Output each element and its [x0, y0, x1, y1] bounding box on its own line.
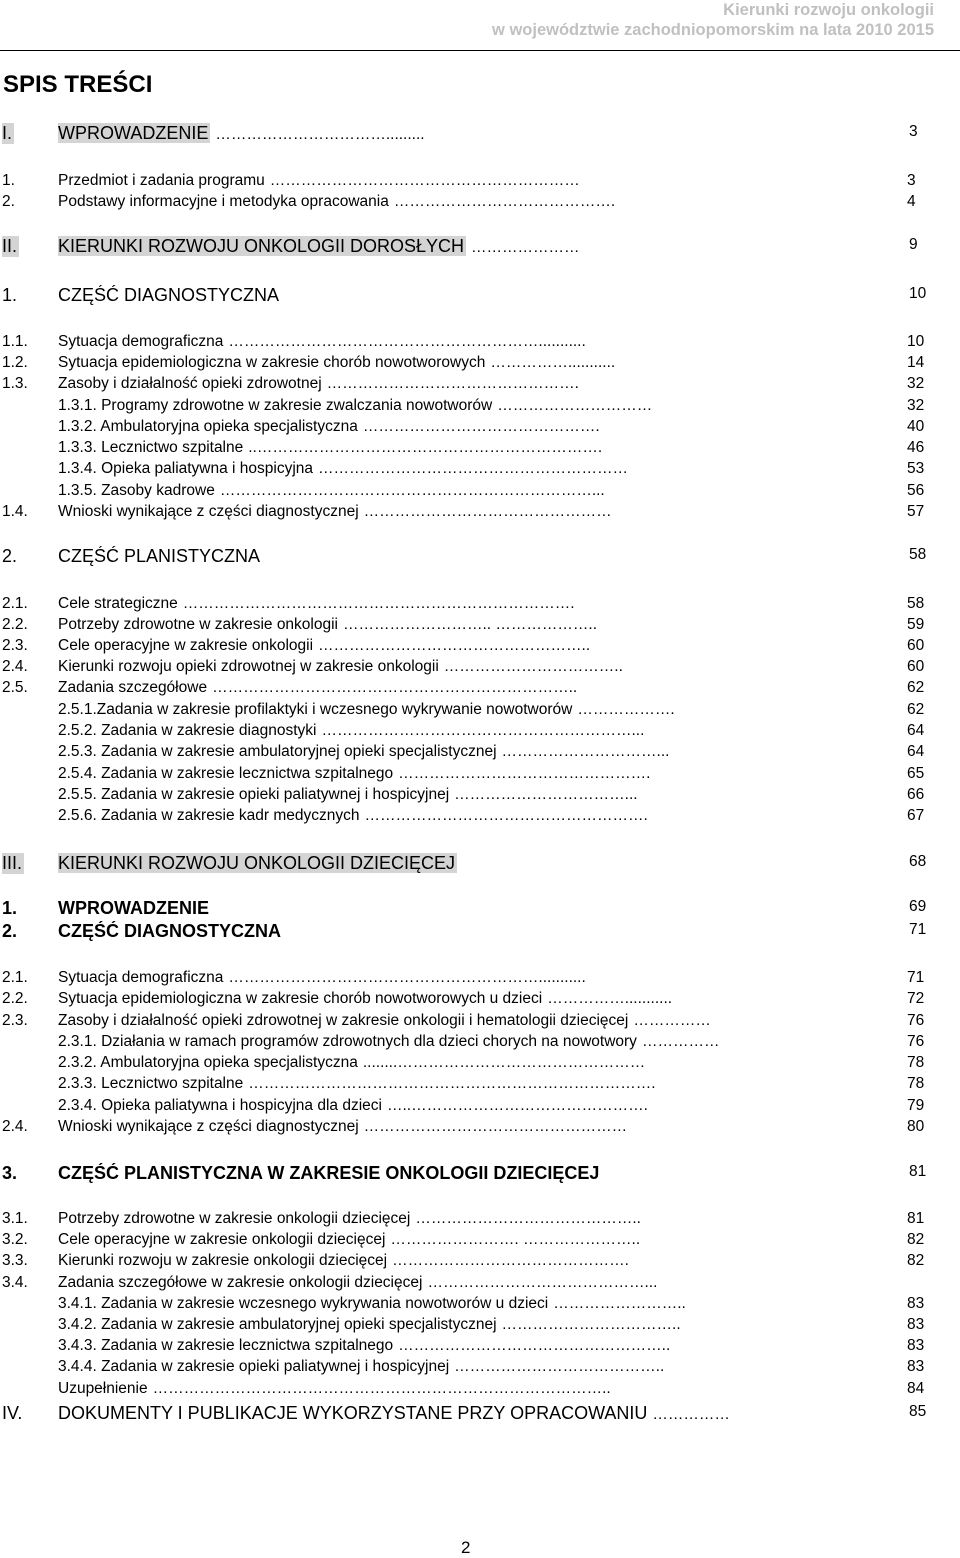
toc-entry-page: 57	[907, 503, 925, 520]
toc-entry-title: 3.4.2. Zadania w zakresie ambulatoryjnej opieki specjalistycznej	[58, 1316, 497, 1333]
toc-entry-leader: ……………………………………………………………..	[212, 679, 578, 696]
toc-entry-leader: …………………	[471, 239, 580, 256]
toc-entry-page: 66	[907, 786, 925, 803]
toc-entry-page: 10	[909, 285, 927, 302]
toc-entry-title: Wnioski wynikające z części diagnostycznej	[58, 1118, 359, 1135]
toc-entry-page: 81	[909, 1163, 927, 1180]
toc-entry-leader: ……………………………………..	[415, 1210, 641, 1227]
toc-entry-leader: ………………………………………….	[398, 765, 651, 782]
toc-entry-number: 1.	[2, 172, 15, 189]
toc-entry[interactable]	[0, 1012, 960, 1032]
toc-entry-leader: …………………………………….	[393, 193, 616, 210]
toc-entry-number: 3.2.	[2, 1231, 28, 1248]
toc-entry[interactable]	[0, 460, 960, 480]
toc-entry-page: 64	[907, 743, 925, 760]
toc-entry-page: 3	[909, 123, 918, 140]
toc-entry-page: 78	[907, 1075, 925, 1092]
toc-entry-number: 3.3.	[2, 1252, 28, 1269]
toc-entry-title: CZĘŚĆ DIAGNOSTYCZNA	[58, 921, 282, 941]
toc-entry-leader: ……………………………………………..	[398, 1337, 671, 1354]
toc-entry-title: Zasoby i działalność opieki zdrowotnej	[58, 375, 322, 392]
toc-entry[interactable]	[0, 595, 960, 615]
toc-entry[interactable]	[0, 969, 960, 989]
toc-entry-title: Uzupełnienie	[58, 1380, 148, 1397]
toc-entry[interactable]	[0, 1380, 960, 1400]
toc-entry[interactable]	[0, 1075, 960, 1095]
toc-entry-page: 59	[907, 616, 925, 633]
toc-entry-page: 67	[907, 807, 925, 824]
toc-entry-number: 1.3.	[2, 375, 28, 392]
toc-entry[interactable]	[0, 1231, 960, 1251]
toc-entry-page: 80	[907, 1118, 925, 1135]
toc-entry-leader: …………………………………………	[363, 503, 612, 520]
toc-entry-leader: ……………….	[577, 701, 675, 718]
toc-entry[interactable]	[0, 236, 960, 260]
toc-entry-number: 3.1.	[2, 1210, 28, 1227]
toc-entry[interactable]	[0, 439, 960, 459]
toc-entry[interactable]	[0, 658, 960, 678]
toc-entry-page: 32	[907, 375, 925, 392]
toc-entry-page: 83	[907, 1337, 925, 1354]
toc-entry-page: 72	[907, 990, 925, 1007]
toc-entry-leader: ……………………………………………	[363, 1118, 628, 1135]
toc-entry[interactable]	[0, 853, 960, 877]
toc-entry-number: 1.	[2, 285, 18, 305]
toc-entry-title: Podstawy informacyjne i metodyka opracowania	[58, 193, 389, 210]
header-rule	[0, 50, 960, 51]
toc-entry-number: 1.4.	[2, 503, 28, 520]
toc-entry-leader: ……………………………………………………	[318, 460, 629, 477]
toc-entry-leader: ……………………………………………………...........	[228, 969, 586, 986]
toc-entry-leader: …………………………………………………………………….	[248, 1075, 656, 1092]
toc-entry[interactable]	[0, 172, 960, 192]
toc-entry-title: 3.4.4. Zadania w zakresie opieki paliatywnej i hospicyjnej	[58, 1358, 450, 1375]
toc-entry-title: 2.3.2. Ambulatoryjna opieka specjalistyczna	[58, 1054, 358, 1071]
toc-entry-leader: …………………………	[497, 397, 653, 414]
toc-entry-leader: ……………………………………………….	[364, 807, 648, 824]
toc-entry[interactable]	[0, 1163, 960, 1187]
toc-entry-title: 1.3.1. Programy zdrowotne w zakresie zwalczania nowotworów	[58, 397, 493, 414]
toc-entry-page: 71	[909, 921, 927, 938]
running-header	[492, 0, 934, 40]
toc-entry-number: 1.	[2, 898, 18, 918]
toc-entry[interactable]	[0, 990, 960, 1010]
toc-entry[interactable]	[0, 898, 960, 922]
toc-entry-number: 2.3.	[2, 1012, 28, 1029]
toc-entry-number: III.	[2, 853, 23, 873]
toc-entry-leader: ……………...........	[547, 990, 673, 1007]
toc-entry-page: 10	[907, 333, 925, 350]
toc-entry-leader: …………………………………..	[454, 1358, 665, 1375]
toc-entry[interactable]	[0, 1118, 960, 1138]
toc-entry-leader: …..……………………………………….	[386, 1097, 648, 1114]
toc-entry[interactable]	[0, 1316, 960, 1336]
toc-entry-page: 58	[907, 595, 925, 612]
toc-entry[interactable]	[0, 679, 960, 699]
toc-entry[interactable]	[0, 1097, 960, 1117]
toc-entry-page: 62	[907, 679, 925, 696]
toc-entry-title: Kierunki rozwoju w zakresie onkologii dziecięcej	[58, 1252, 388, 1269]
toc-entry-leader: ……………………..	[553, 1295, 686, 1312]
toc-entry-title: Sytuacja demograficzna	[58, 333, 224, 350]
toc-entry-page: 46	[907, 439, 925, 456]
toc-entry-number: II.	[2, 236, 18, 256]
toc-entry-title: 2.5.3. Zadania w zakresie ambulatoryjnej opieki specjalistycznej	[58, 743, 497, 760]
toc-entry-page: 60	[907, 637, 925, 654]
toc-entry-title: Kierunki rozwoju opieki zdrowotnej w zakresie onkologii	[58, 658, 439, 675]
toc-entry[interactable]	[0, 616, 960, 636]
toc-entry-title: DOKUMENTY I PUBLIKACJE WYKORZYSTANE PRZY OPRACOWANIU	[58, 1403, 648, 1423]
toc-entry-title: Sytuacja demograficzna	[58, 969, 224, 986]
toc-entry[interactable]	[0, 786, 960, 806]
toc-entry-leader: ……………...........	[490, 354, 616, 371]
toc-entry-title: 3.4.1. Zadania w zakresie wczesnego wykrywania nowotworów u dzieci	[58, 1295, 549, 1312]
toc-entry[interactable]	[0, 285, 960, 309]
toc-entry-number: 3.	[2, 1163, 18, 1183]
toc-entry-number: IV.	[2, 1403, 23, 1423]
toc-entry-title: Cele strategiczne	[58, 595, 178, 612]
toc-entry-title: 2.3.4. Opieka paliatywna i hospicyjna dla dzieci	[58, 1097, 382, 1114]
toc-entry[interactable]	[0, 333, 960, 353]
toc-entry-page: 76	[907, 1033, 925, 1050]
toc-entry-leader: ……………	[652, 1406, 730, 1423]
toc-entry-page: 76	[907, 1012, 925, 1029]
toc-entry-page: 85	[909, 1403, 927, 1420]
toc-entry-title: CZĘŚĆ DIAGNOSTYCZNA	[58, 285, 280, 305]
toc-entry-title: Potrzeby zdrowotne w zakresie onkologii dziecięcej	[58, 1210, 411, 1227]
toc-entry-title: 2.5.4. Zadania w zakresie lecznictwa szpitalnego	[58, 765, 394, 782]
page-title: SPIS TREŚCI	[3, 71, 153, 98]
toc-entry[interactable]	[0, 1358, 960, 1378]
toc-entry-page: 64	[907, 722, 925, 739]
toc-entry-page: 60	[907, 658, 925, 675]
toc-entry-number: I.	[2, 123, 13, 143]
toc-entry-number: 2.2.	[2, 990, 28, 1007]
toc-entry-leader: …………………………….........	[215, 126, 425, 143]
toc-entry-title: CZĘŚĆ PLANISTYCZNA	[58, 546, 261, 566]
toc-entry-title: WPROWADZENIE	[58, 898, 209, 918]
toc-entry-page: 9	[909, 236, 918, 253]
toc-entry-page: 53	[907, 460, 925, 477]
toc-entry-leader: …………………………...	[501, 743, 670, 760]
toc-entry-leader: ……………………………………………..	[318, 637, 591, 654]
toc-entry-page: 81	[907, 1210, 925, 1227]
toc-entry-title: KIERUNKI ROZWOJU ONKOLOGII DOROSŁYCH	[58, 236, 465, 256]
toc-entry-page: 68	[909, 853, 927, 870]
toc-entry-title: Przedmiot i zadania programu	[58, 172, 265, 189]
toc-entry-leader: ........…………………………………………	[362, 1054, 646, 1071]
toc-entry-page: 78	[907, 1054, 925, 1071]
toc-entry-page: 58	[909, 546, 927, 563]
toc-entry-number: 3.4.	[2, 1274, 28, 1291]
toc-entry-leader: ……………………………...	[454, 786, 638, 803]
toc-entry-title: KIERUNKI ROZWOJU ONKOLOGII DZIECIĘCEJ	[58, 853, 456, 873]
toc-entry-page: 69	[909, 898, 927, 915]
toc-entry-leader: ……………………………..	[443, 658, 623, 675]
toc-entry-page: 71	[907, 969, 925, 986]
running-header-line2: w województwie zachodniopomorskim na lata 2010 2015	[492, 21, 934, 39]
toc-entry-page: 3	[907, 172, 916, 189]
toc-entry-title: 2.5.2. Zadania w zakresie diagnostyki	[58, 722, 317, 739]
toc-entry-number: 2.2.	[2, 616, 28, 633]
toc-entry-page: 32	[907, 397, 925, 414]
toc-entry-leader: ……………………. …………………..	[390, 1231, 641, 1248]
toc-entry-page: 56	[907, 482, 925, 499]
toc-entry-title: 2.5.6. Zadania w zakresie kadr medycznych	[58, 807, 360, 824]
toc-entry[interactable]	[0, 765, 960, 785]
toc-entry-page: 14	[907, 354, 925, 371]
toc-entry[interactable]	[0, 807, 960, 827]
toc-entry-leader: ……………………………………….	[392, 1252, 629, 1269]
toc-entry-leader: ………………………………………………………………….	[182, 595, 575, 612]
toc-entry-title: 2.5.1.Zadania w zakresie profilaktyki i wczesnego wykrywanie nowotworów	[58, 701, 573, 718]
toc-entry-leader: ………………………………………………………………...	[219, 482, 605, 499]
toc-entry[interactable]	[0, 1210, 960, 1230]
toc-entry[interactable]	[0, 123, 960, 147]
toc-entry-leader: ……………………….. ………………..	[343, 616, 598, 633]
toc-entry-title: Zadania szczegółowe	[58, 679, 208, 696]
toc-entry-leader: ……………………………………………………...	[321, 722, 645, 739]
toc-entry-page: 4	[907, 193, 916, 210]
toc-entry-page: 83	[907, 1316, 925, 1333]
toc-entry[interactable]	[0, 743, 960, 763]
toc-entry[interactable]	[0, 375, 960, 395]
toc-entry-title: 2.5.5. Zadania w zakresie opieki paliatywnej i hospicyjnej	[58, 786, 450, 803]
toc-entry-number: 2.1.	[2, 595, 28, 612]
toc-entry-number: 1.1.	[2, 333, 28, 350]
toc-entry[interactable]	[0, 1252, 960, 1272]
toc-entry-page: 82	[907, 1231, 925, 1248]
toc-entry-title: Sytuacja epidemiologiczna w zakresie chorób nowotworowych	[58, 354, 486, 371]
toc-entry[interactable]	[0, 397, 960, 417]
toc-entry-leader: ……………………………..	[501, 1316, 681, 1333]
toc-entry-title: CZĘŚĆ PLANISTYCZNA W ZAKRESIE ONKOLOGII DZIECIĘCEJ	[58, 1163, 600, 1183]
toc-entry-number: 2.5.	[2, 679, 28, 696]
toc-entry[interactable]	[0, 354, 960, 374]
toc-entry-title: Sytuacja epidemiologiczna w zakresie chorób nowotworowych u dzieci	[58, 990, 543, 1007]
toc-entry[interactable]	[0, 1337, 960, 1357]
toc-entry[interactable]	[0, 637, 960, 657]
toc-entry-leader: ……………………………………...	[427, 1274, 658, 1291]
toc-entry-page: 84	[907, 1380, 925, 1397]
toc-entry-number: 2.	[2, 193, 15, 210]
toc-entry-title: Cele operacyjne w zakresie onkologii	[58, 637, 314, 654]
toc-entry[interactable]	[0, 1054, 960, 1074]
toc-entry-title: 1.3.5. Zasoby kadrowe	[58, 482, 215, 499]
toc-entry-page: 65	[907, 765, 925, 782]
toc-entry[interactable]	[0, 193, 960, 213]
toc-entry-leader: ………………………………………….	[326, 375, 579, 392]
toc-entry[interactable]	[0, 921, 960, 945]
toc-entry-leader: ……………	[633, 1012, 711, 1029]
toc-entry-leader: ……………………………………………………………………………..	[152, 1380, 611, 1397]
toc-entry-page: 82	[907, 1252, 925, 1269]
toc-entry-title: 1.3.3. Lecznictwo szpitalne	[58, 439, 244, 456]
toc-entry-number: 1.2.	[2, 354, 28, 371]
toc-entry-title: Potrzeby zdrowotne w zakresie onkologii	[58, 616, 338, 633]
toc-entry-title: 3.4.3. Zadania w zakresie lecznictwa szpitalnego	[58, 1337, 394, 1354]
toc-entry-page: 79	[907, 1097, 925, 1114]
toc-entry-title: 1.3.4. Opieka paliatywna i hospicyjna	[58, 460, 314, 477]
toc-entry-title: Zasoby i działalność opieki zdrowotnej w zakresie onkologii i hematologii dziecięcej	[58, 1012, 629, 1029]
toc-entry-leader: ……………………………………………………...........	[228, 333, 586, 350]
toc-entry-leader: ……………	[641, 1033, 720, 1050]
toc-entry[interactable]	[0, 1274, 960, 1294]
toc-entry[interactable]	[0, 482, 960, 502]
toc-entry[interactable]	[0, 722, 960, 742]
toc-entry-title: Wnioski wynikające z części diagnostycznej	[58, 503, 359, 520]
toc-entry[interactable]	[0, 1403, 960, 1427]
toc-entry[interactable]	[0, 418, 960, 438]
toc-entry-leader: ……………………………………….	[362, 418, 600, 435]
toc-entry-page: 62	[907, 701, 925, 718]
toc-entry-number: 2.	[2, 546, 18, 566]
toc-entry-title: Zadania szczegółowe w zakresie onkologii dziecięcej	[58, 1274, 423, 1291]
toc-entry-leader: ..………………………………………………………….	[248, 439, 603, 456]
toc-entry[interactable]	[0, 546, 960, 570]
toc-entry-page: 83	[907, 1358, 925, 1375]
page-number: 2	[461, 1538, 471, 1557]
running-header-line1: Kierunki rozwoju onkologii	[723, 1, 934, 19]
toc-entry-number: 2.1.	[2, 969, 28, 986]
toc-entry-number: 2.3.	[2, 637, 28, 654]
toc-entry-number: 2.4.	[2, 1118, 28, 1135]
toc-entry-title: 2.3.3. Lecznictwo szpitalne	[58, 1075, 244, 1092]
toc-entry-title: Cele operacyjne w zakresie onkologii dziecięcej	[58, 1231, 386, 1248]
toc-entry[interactable]	[0, 701, 960, 721]
toc-entry-leader: ……………………………………………………	[269, 172, 580, 189]
toc-entry[interactable]	[0, 1033, 960, 1053]
toc-entry-page: 83	[907, 1295, 925, 1312]
toc-entry-page: 40	[907, 418, 925, 435]
toc-entry[interactable]	[0, 1295, 960, 1315]
toc-entry-title: 2.3.1. Działania w ramach programów zdrowotnych dla dzieci chorych na nowotwory	[58, 1033, 637, 1050]
toc-entry-number: 2.4.	[2, 658, 28, 675]
toc-entry-title: WPROWADZENIE	[58, 123, 209, 143]
toc-entry[interactable]	[0, 503, 960, 523]
toc-entry-title: 1.3.2. Ambulatoryjna opieka specjalistyczna	[58, 418, 358, 435]
toc-entry-number: 2.	[2, 921, 18, 941]
